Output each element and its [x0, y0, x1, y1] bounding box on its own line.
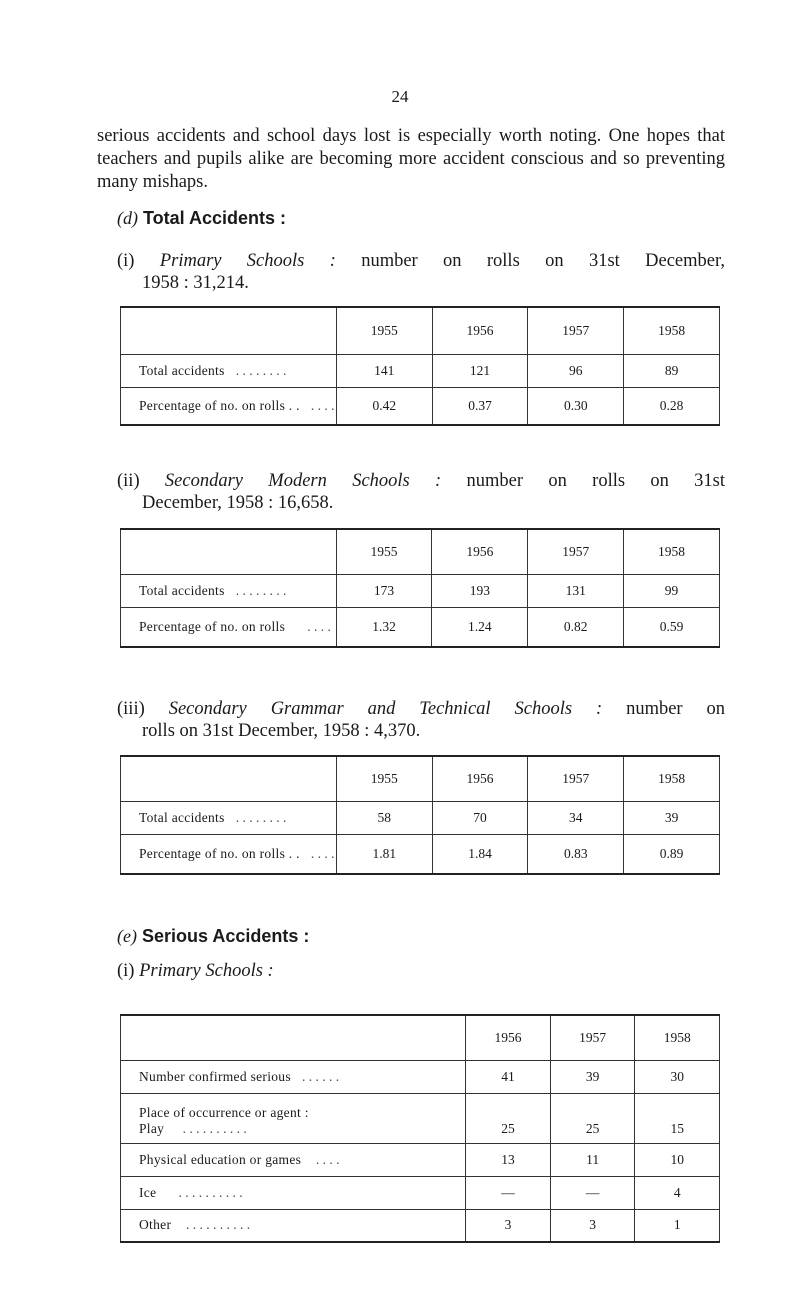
table-cell: 1.84: [432, 834, 528, 874]
primary-total-accidents-table: [120, 306, 720, 426]
table-cell: 0.83: [528, 834, 624, 874]
year-header: 1956: [466, 1015, 551, 1060]
table-cell: 3: [550, 1209, 635, 1242]
table-row: [121, 1093, 720, 1143]
year-header: 1958: [624, 307, 720, 354]
table-cell: 1.81: [336, 834, 432, 874]
year-header: 1957: [528, 529, 624, 574]
table-row: [121, 801, 720, 834]
section-d-letter: (d): [117, 208, 138, 228]
table-row: [121, 834, 720, 874]
secondary-modern-caption: [117, 470, 725, 514]
row-label: Percentage of no. on rolls . . . . . .: [121, 834, 337, 874]
row-label: Place of occurrence or agent : Play . . . . . . . . . .: [121, 1093, 466, 1143]
table-cell: 0.37: [432, 387, 528, 425]
secondary-grammar-total-accidents-table: [120, 755, 720, 875]
caption-school-type: Primary Schools :: [159, 251, 336, 271]
table-row: [121, 574, 720, 607]
caption-number: (i): [117, 961, 135, 981]
table-cell: 173: [336, 574, 432, 607]
table-header-row: [121, 307, 720, 354]
year-header: 1957: [528, 307, 624, 354]
table-cell: 15: [635, 1093, 720, 1143]
year-header: 1956: [432, 307, 528, 354]
table-row: [121, 1209, 720, 1242]
table-cell: 1.24: [432, 607, 528, 647]
caption-number: (ii): [117, 471, 140, 491]
table-cell: 30: [635, 1060, 720, 1093]
table-cell: 11: [550, 1143, 635, 1176]
table-cell: 39: [624, 801, 720, 834]
table-cell: 131: [528, 574, 624, 607]
year-header: 1955: [336, 307, 432, 354]
section-d-title: Total Accidents :: [143, 208, 287, 228]
row-label: Number confirmed serious . . . . . .: [121, 1060, 466, 1093]
row-label: Total accidents . . . . . . . .: [121, 574, 337, 607]
table-header-row: [121, 756, 720, 801]
caption-text-continued: December, 1958 : 16,658.: [142, 493, 334, 513]
table-cell: 13: [466, 1143, 551, 1176]
table-cell: 41: [466, 1060, 551, 1093]
table-cell: 25: [466, 1093, 551, 1143]
table-cell: 10: [635, 1143, 720, 1176]
year-header: 1956: [432, 529, 528, 574]
caption-text-continued: rolls on 31st December, 1958 : 4,370.: [142, 721, 421, 741]
row-label: Percentage of no. on rolls . . . .: [121, 607, 337, 647]
table-cell: —: [550, 1176, 635, 1209]
caption-text-continued: 1958 : 31,214.: [142, 273, 249, 293]
caption-text: number on rolls on 31st: [466, 471, 726, 491]
year-header: 1955: [336, 756, 432, 801]
table-cell: 121: [432, 354, 528, 387]
caption-school-type: Secondary Modern Schools :: [164, 471, 442, 491]
caption-text: number on rolls on 31st December,: [361, 251, 726, 271]
primary-schools-caption: [117, 250, 725, 294]
table-cell: 58: [336, 801, 432, 834]
year-header: 1957: [550, 1015, 635, 1060]
table-header-row: [121, 1015, 720, 1060]
table-cell: 0.82: [528, 607, 624, 647]
row-label: Percentage of no. on rolls . . . . . .: [121, 387, 337, 425]
serious-primary-caption: [117, 960, 725, 982]
year-header: 1958: [635, 1015, 720, 1060]
section-e-letter: (e): [117, 926, 137, 946]
caption-school-type: Secondary Grammar and Technical Schools :: [168, 699, 603, 719]
table-cell: 4: [635, 1176, 720, 1209]
table-cell: 89: [624, 354, 720, 387]
row-label: Total accidents . . . . . . . .: [121, 354, 337, 387]
table-row: [121, 354, 720, 387]
table-cell: 0.42: [336, 387, 432, 425]
section-e-heading: [117, 926, 309, 947]
year-header: 1958: [624, 529, 720, 574]
secondary-modern-total-accidents-table: [120, 528, 720, 648]
section-e-title: Serious Accidents :: [142, 926, 310, 946]
table-cell: 1.32: [336, 607, 432, 647]
table-cell: 34: [528, 801, 624, 834]
table-cell: 141: [336, 354, 432, 387]
table-row: [121, 1060, 720, 1093]
serious-accidents-primary-table: [120, 1014, 720, 1243]
year-header: 1958: [624, 756, 720, 801]
page-number: 24: [391, 87, 409, 106]
table-cell: —: [466, 1176, 551, 1209]
table-cell: 1: [635, 1209, 720, 1242]
year-header: 1957: [528, 756, 624, 801]
row-label: Other . . . . . . . . . .: [121, 1209, 466, 1242]
row-label: Total accidents . . . . . . . .: [121, 801, 337, 834]
table-cell: 0.89: [624, 834, 720, 874]
table-cell: 25: [550, 1093, 635, 1143]
intro-paragraph: serious accidents and school days lost is especially worth noting. One hopes that teachers and pupils alike are becoming more accident conscious and so preventing many mishaps.: [97, 126, 725, 192]
table-cell: 39: [550, 1060, 635, 1093]
table-cell: 96: [528, 354, 624, 387]
row-label: Ice . . . . . . . . . .: [121, 1176, 466, 1209]
caption-number: (i): [117, 251, 135, 271]
table-cell: 0.28: [624, 387, 720, 425]
year-header: 1955: [336, 529, 432, 574]
year-header: 1956: [432, 756, 528, 801]
table-row: [121, 1143, 720, 1176]
table-cell: 99: [624, 574, 720, 607]
table-cell: 3: [466, 1209, 551, 1242]
table-row: [121, 607, 720, 647]
table-row: [121, 387, 720, 425]
table-cell: 0.59: [624, 607, 720, 647]
table-row: [121, 1176, 720, 1209]
table-cell: 193: [432, 574, 528, 607]
caption-school-type: Primary Schools :: [139, 961, 274, 981]
caption-text: number on: [626, 699, 726, 719]
table-cell: 0.30: [528, 387, 624, 425]
secondary-grammar-caption: [117, 698, 725, 742]
section-d-heading: [117, 208, 286, 229]
table-cell: 70: [432, 801, 528, 834]
table-header-row: [121, 529, 720, 574]
caption-number: (iii): [117, 699, 145, 719]
row-label: Physical education or games . . . .: [121, 1143, 466, 1176]
